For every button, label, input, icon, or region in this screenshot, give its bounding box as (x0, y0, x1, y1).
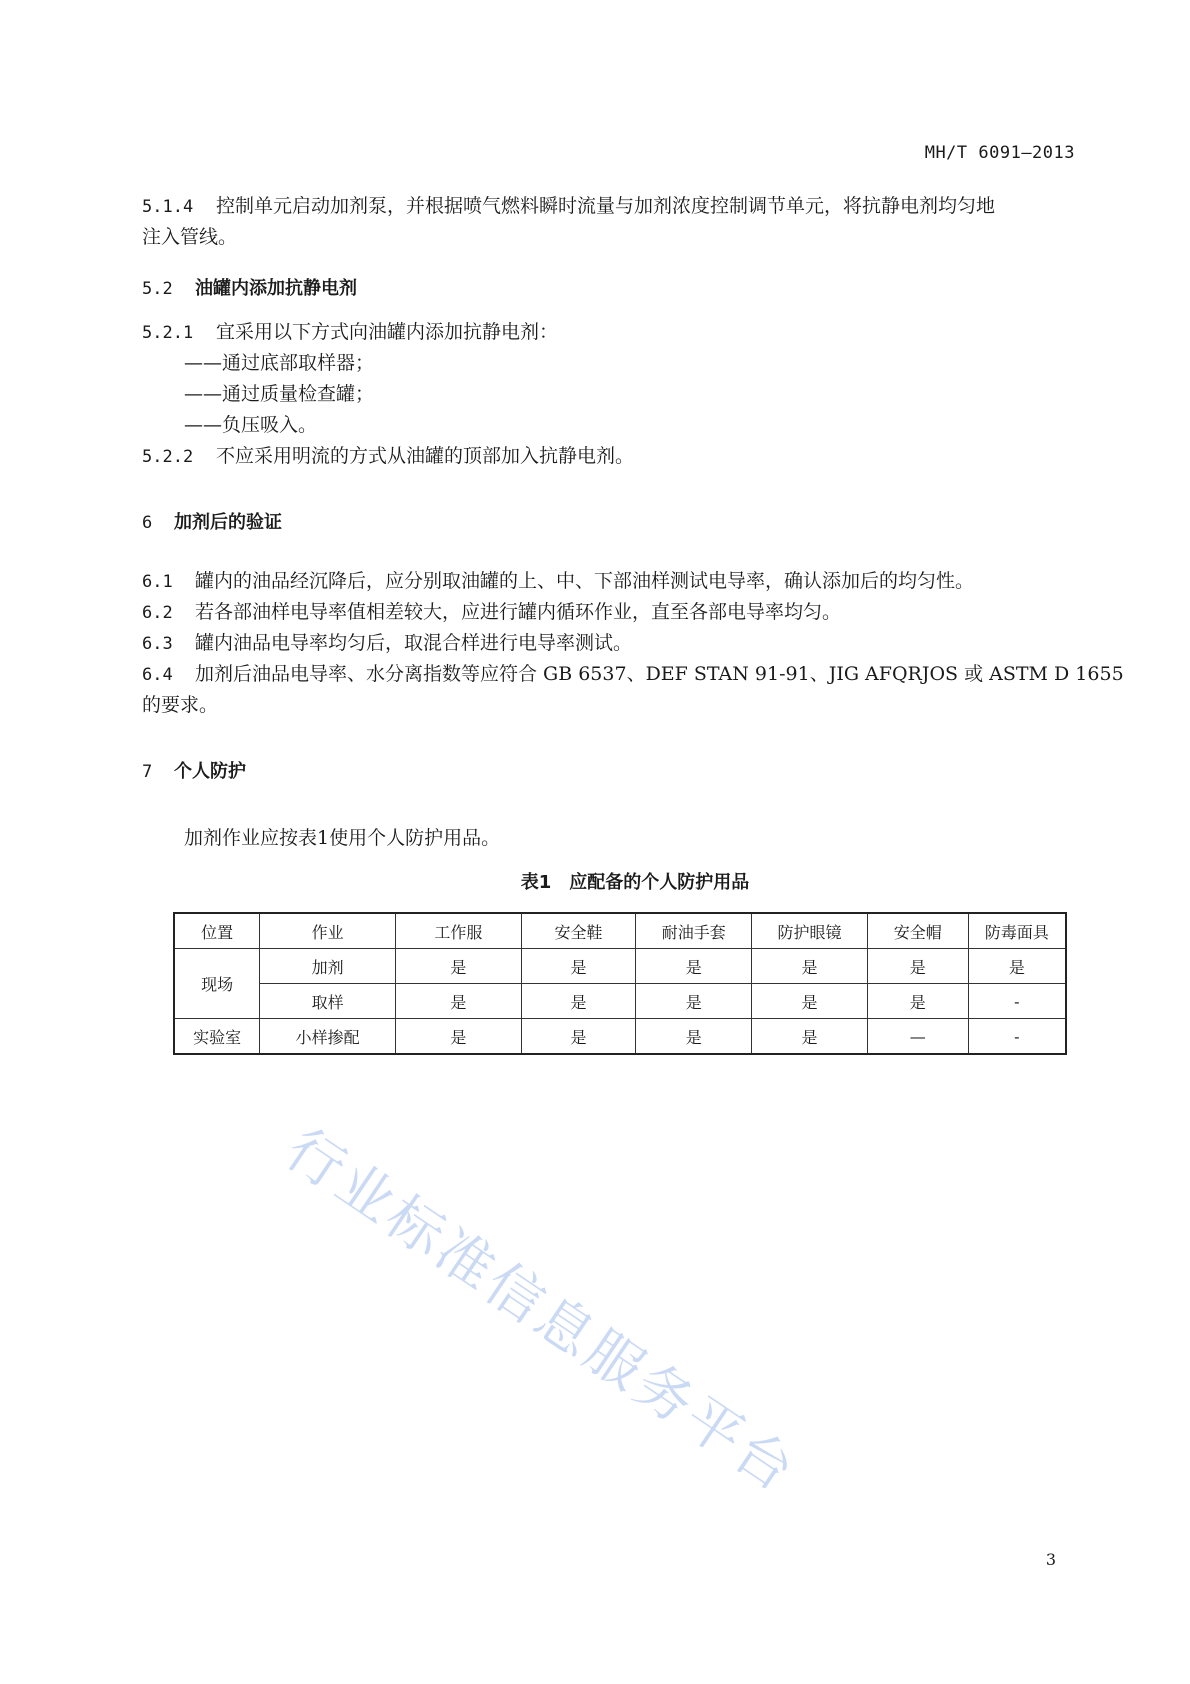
table-cell: 是 (521, 984, 636, 1019)
section-5-2-heading (142, 274, 357, 300)
section-7-intro: 加剂作业应按表1使用个人防护用品。 (184, 827, 501, 849)
table-header-cell: 作业 (260, 913, 396, 949)
table-location-cell: 实验室 (174, 1019, 260, 1055)
clause-text: 罐内油品电导率均匀后，取混合样进行电导率测试。 (195, 632, 633, 654)
clause-text: 控制单元启动加剂泵，并根据喷气燃料瞬时流量与加剂浓度控制调节单元，将抗静电剂均匀地 (216, 195, 996, 217)
table-caption: 表1 应配备的个人防护用品 (520, 872, 750, 893)
clause-6-2 (142, 597, 841, 629)
clause-6-1 (142, 566, 974, 598)
table-cell: 是 (395, 949, 521, 984)
list-item: ——通过底部取样器； (184, 352, 375, 374)
table-cell: 是 (636, 1019, 752, 1055)
clause-6-4-line2: 的要求。 (142, 694, 219, 716)
section-title: 个人防护 (174, 761, 246, 782)
table-header-cell: 耐油手套 (636, 913, 752, 949)
clause-5-2-1 (142, 317, 558, 349)
table-task-cell: 小样掺配 (260, 1019, 396, 1055)
clause-text: 若各部油样电导率值相差较大，应进行罐内循环作业，直至各部电导率均匀。 (195, 601, 842, 623)
table-header-cell: 防毒面具 (968, 913, 1066, 949)
table-cell: 是 (636, 984, 752, 1019)
clause-number: 5.1.4 (142, 197, 194, 217)
section-number: 6 (142, 513, 153, 533)
table-cell: 是 (752, 1019, 868, 1055)
section-number: 5.2 (142, 279, 173, 299)
table-cell: 是 (752, 984, 868, 1019)
clause-number: 6.2 (142, 603, 173, 623)
table-header-cell: 安全帽 (867, 913, 968, 949)
table-cell: 是 (867, 949, 968, 984)
clause-number: 6.3 (142, 634, 173, 654)
clause-number: 5.2.2 (142, 447, 194, 467)
table-cell: — (867, 1019, 968, 1055)
clause-5-1-4-line1 (142, 191, 995, 223)
clause-5-1-4-line2: 注入管线。 (142, 226, 238, 248)
clause-text: 宜采用以下方式向油罐内添加抗静电剂： (216, 321, 559, 343)
section-7-heading (142, 757, 246, 783)
table-header-cell: 工作服 (395, 913, 521, 949)
table-cell: - (968, 984, 1066, 1019)
table-row (174, 949, 1066, 984)
table-cell: 是 (867, 984, 968, 1019)
section-number: 7 (142, 762, 153, 782)
table-location-cell: 现场 (174, 949, 260, 1019)
clause-number: 6.1 (142, 572, 173, 592)
clause-text: 罐内的油品经沉降后，应分别取油罐的上、中、下部油样测试电导率，确认添加后的均匀性。 (195, 570, 975, 592)
table-cell: - (968, 1019, 1066, 1055)
table-cell: 是 (521, 1019, 636, 1055)
page-number: 3 (1045, 1550, 1056, 1569)
table-header-row (174, 913, 1066, 949)
ppe-table (173, 912, 1067, 1055)
section-title: 加剂后的验证 (174, 512, 282, 533)
clause-number: 5.2.1 (142, 323, 194, 343)
standard-number: MH/T 6091—2013 (924, 143, 1075, 163)
table-task-cell: 加剂 (260, 949, 396, 984)
table-header-cell: 防护眼镜 (752, 913, 868, 949)
section-6-heading (142, 508, 282, 534)
clause-5-2-2 (142, 441, 634, 473)
clause-6-3 (142, 628, 632, 660)
table-cell: 是 (521, 949, 636, 984)
table-cell: 是 (395, 1019, 521, 1055)
table-row (174, 1019, 1066, 1055)
list-item: ——通过质量检查罐； (184, 383, 375, 405)
watermark-text: 行业标准信息服务平台 (274, 1116, 809, 1507)
table-header-cell: 安全鞋 (521, 913, 636, 949)
clause-text: 不应采用明流的方式从油罐的顶部加入抗静电剂。 (216, 445, 635, 467)
clause-6-4-line1 (142, 659, 1124, 691)
table-cell: 是 (636, 949, 752, 984)
list-item: ——负压吸入。 (184, 414, 318, 436)
table-header-cell: 位置 (174, 913, 260, 949)
table-cell: 是 (752, 949, 868, 984)
clause-text: 加剂后油品电导率、水分离指数等应符合 GB 6537、DEF STAN 91-91、JIG AFQRJOS 或 ASTM D 1655 (195, 663, 1124, 685)
clause-number: 6.4 (142, 665, 173, 685)
table-cell: 是 (395, 984, 521, 1019)
table-task-cell: 取样 (260, 984, 396, 1019)
table-cell: 是 (968, 949, 1066, 984)
section-title: 油罐内添加抗静电剂 (195, 278, 357, 299)
table-row (174, 984, 1066, 1019)
